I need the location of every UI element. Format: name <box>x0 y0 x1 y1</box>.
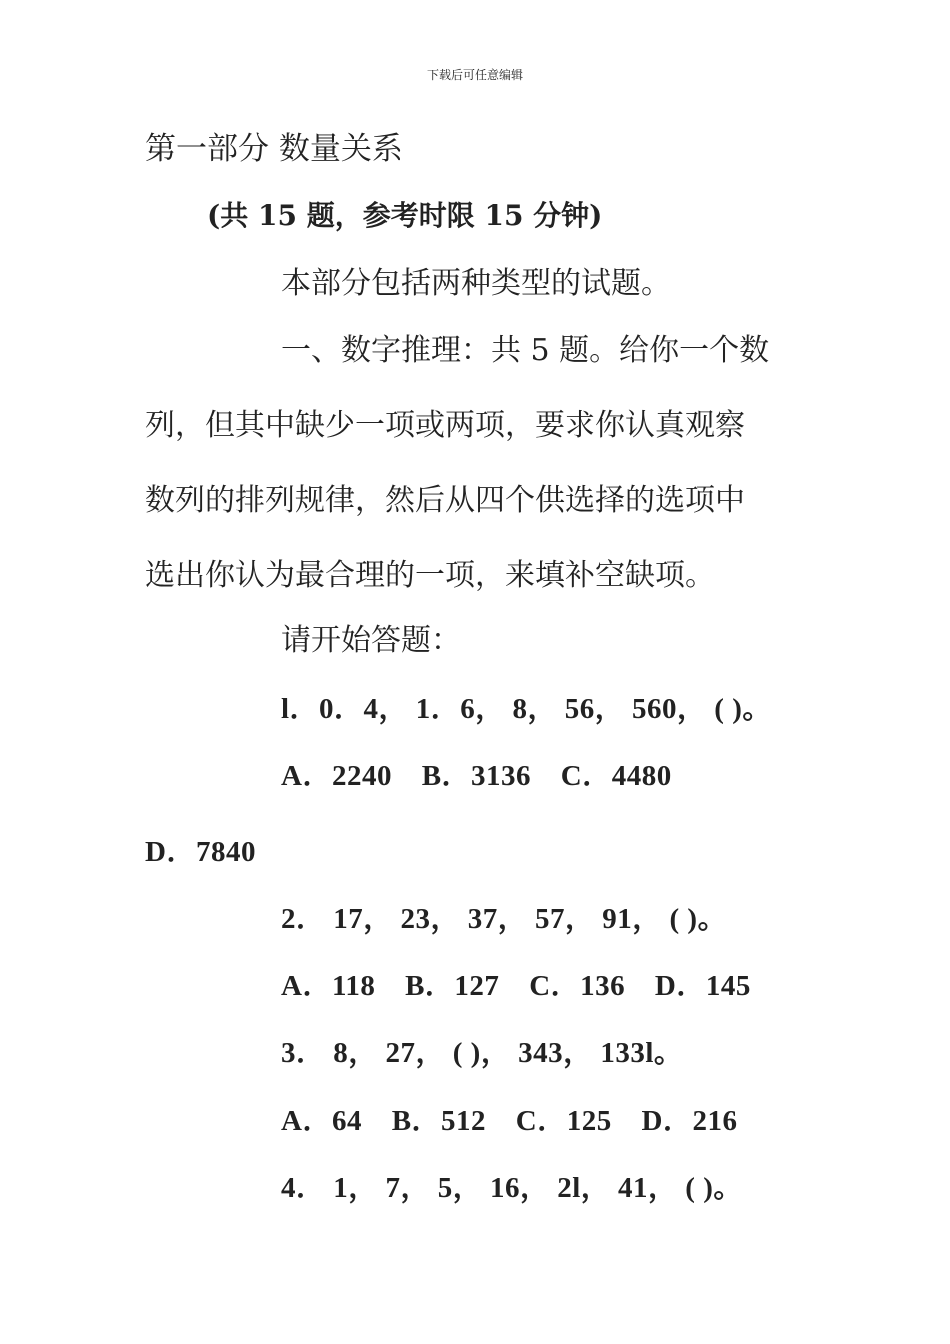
question-2-options <box>281 968 751 1004</box>
question-2-stem: 2． 17， 23， 37， 57， 91， ( )。 <box>281 903 728 935</box>
question-1-option-b: B．3136 <box>421 760 532 792</box>
question-3-option-a: A．64 <box>281 1105 362 1137</box>
section-subtitle: (共 15 题，参考时限 15 分钟) <box>207 199 603 232</box>
instruction-line-2: 列，但其中缺少一项或两项，要求你认真观察 <box>145 408 745 443</box>
question-4-stem: 4． 1， 7， 5， 16， 2l， 41， ( )。 <box>281 1172 743 1204</box>
question-1-option-a: A．2240 <box>281 760 392 792</box>
instruction-line-3: 数列的排列规律，然后从四个供选择的选项中 <box>145 483 745 518</box>
section-title: 第一部分 数量关系 <box>145 131 403 167</box>
question-3-stem: 3． 8， 27， ( )， 343， 133l。 <box>281 1037 684 1069</box>
question-3-option-b: B．512 <box>391 1105 487 1137</box>
question-3-options <box>281 1103 737 1139</box>
question-1-stem: l．0．4， 1．6， 8， 56， 560， ( )。 <box>281 693 772 725</box>
instruction-line-1: 一、数字推理：共 5 题。给你一个数 <box>281 333 770 368</box>
question-3-option-c: C．125 <box>515 1105 612 1137</box>
question-3-option-d: D．216 <box>641 1105 738 1137</box>
section-intro: 本部分包括两种类型的试题。 <box>281 266 671 301</box>
header-note: 下载后可任意编辑 <box>426 68 523 82</box>
question-2-option-a: A．118 <box>281 970 376 1002</box>
start-prompt: 请开始答题： <box>281 623 461 658</box>
question-2-option-c: C．136 <box>529 970 626 1002</box>
instruction-line-4: 选出你认为最合理的一项，来填补空缺项。 <box>145 558 715 593</box>
question-1-options <box>281 758 672 794</box>
question-1-option-c: C．4480 <box>560 760 672 792</box>
question-2-option-b: B．127 <box>405 970 500 1002</box>
question-2-option-d: D．145 <box>654 970 751 1002</box>
question-1-option-d: D．7840 <box>145 836 256 868</box>
